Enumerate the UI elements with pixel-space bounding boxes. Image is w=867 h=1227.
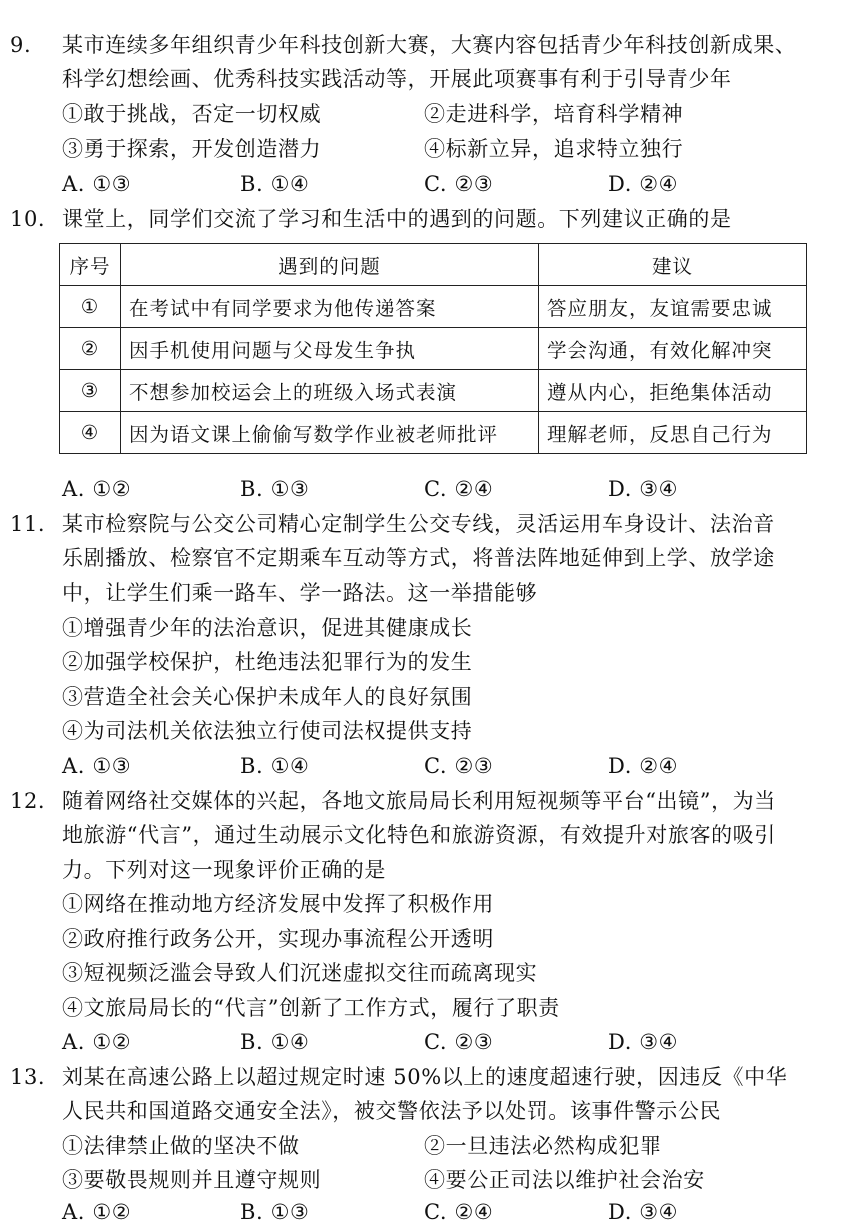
statement: ③营造全社会关心保护未成年人的良好氛围 <box>62 685 473 709</box>
option-a[interactable]: A. ①② <box>62 1200 132 1224</box>
statement: ①法律禁止做的坚决不做 <box>62 1134 300 1158</box>
q9-options <box>0 169 867 199</box>
statement: ③短视频泛滥会导致人们沉迷虚拟交往而疏离现实 <box>62 961 538 985</box>
question-number: 11. <box>10 512 46 536</box>
option-d[interactable]: D. ③④ <box>608 1200 679 1224</box>
q13-statements-row-2 <box>62 1165 822 1195</box>
q12-options <box>0 1027 867 1057</box>
problems-table <box>59 243 807 454</box>
option-a[interactable]: A. ①③ <box>62 754 132 778</box>
q9-stem-line-1: 9. 某市连续多年组织青少年科技创新大赛，大赛内容包括青少年科技创新成果、 <box>62 30 796 60</box>
option-a[interactable]: A. ①② <box>62 477 132 501</box>
row-problem: 因为语文课上偷偷写数学作业被老师批评 <box>121 412 539 454</box>
statement: ①增强青少年的法治意识，促进其健康成长 <box>62 616 473 640</box>
statement: ④文旅局局长的“代言”创新了工作方式，履行了职责 <box>62 996 560 1020</box>
statement: ②加强学校保护，杜绝违法犯罪行为的发生 <box>62 650 473 674</box>
statement: ③要敬畏规则并且遵守规则 <box>62 1168 322 1192</box>
q13-stem-line-1: 13. 刘某在高速公路上以超过规定时速 50%以上的速度超速行驶，因违反《中华 <box>62 1062 787 1092</box>
table-row <box>60 412 807 454</box>
option-d[interactable]: D. ③④ <box>608 1030 679 1054</box>
question-number: 9. <box>10 33 32 57</box>
q11-stem-line-3: 中，让学生们乘一路车、学一路法。这一举措能够 <box>62 581 538 605</box>
q11-options <box>0 751 867 781</box>
q12-stem-line-3: 力。下列对这一现象评价正确的是 <box>62 858 386 882</box>
table-row <box>60 286 807 328</box>
q11-stem-line-2: 乐剧播放、检察官不定期乘车互动等方式，将普法阵地延伸到上学、放学途 <box>62 546 775 570</box>
option-d[interactable]: D. ③④ <box>608 477 679 501</box>
option-d[interactable]: D. ②④ <box>608 172 679 196</box>
statement: ②走进科学，培育科学精神 <box>424 102 684 126</box>
option-b[interactable]: B. ①③ <box>240 1200 310 1224</box>
q12-stem-line-2: 地旅游“代言”，通过生动展示文化特色和旅游资源，有效提升对旅客的吸引 <box>62 823 776 847</box>
statement: ③勇于探索，开发创造潜力 <box>62 137 322 161</box>
row-index: ① <box>60 286 121 328</box>
table-header-row <box>60 244 807 286</box>
option-b[interactable]: B. ①④ <box>240 1030 310 1054</box>
q13-stem-line-2: 人民共和国道路交通安全法》，被交警依法予以处罚。该事件警示公民 <box>62 1099 722 1123</box>
q13-statements-row-1 <box>62 1131 822 1161</box>
header-suggestion: 建议 <box>539 244 807 286</box>
option-a[interactable]: A. ①③ <box>62 172 132 196</box>
statement: ④要公正司法以维护社会治安 <box>424 1168 705 1192</box>
row-index: ④ <box>60 412 121 454</box>
q9-stem-line-2: 科学幻想绘画、优秀科技实践活动等，开展此项赛事有利于引导青少年 <box>62 67 732 91</box>
question-number: 10. <box>10 207 46 231</box>
option-a[interactable]: A. ①② <box>62 1030 132 1054</box>
option-b[interactable]: B. ①③ <box>240 477 310 501</box>
q12-stem-line-1: 12. 随着网络社交媒体的兴起，各地文旅局局长利用短视频等平台“出镜”，为当 <box>62 786 776 816</box>
option-c[interactable]: C. ②④ <box>424 1200 494 1224</box>
statement: ②一旦违法必然构成犯罪 <box>424 1134 662 1158</box>
option-b[interactable]: B. ①④ <box>240 754 310 778</box>
header-problem: 遇到的问题 <box>121 244 539 286</box>
q13-options <box>0 1197 867 1227</box>
option-d[interactable]: D. ②④ <box>608 754 679 778</box>
row-suggestion: 理解老师，反思自己行为 <box>539 412 807 454</box>
row-suggestion: 学会沟通，有效化解冲突 <box>539 328 807 370</box>
option-c[interactable]: C. ②③ <box>424 1030 494 1054</box>
q10-stem-line-1: 10. 课堂上，同学们交流了学习和生活中的遇到的问题。下列建议正确的是 <box>62 204 732 234</box>
question-number: 13. <box>10 1065 46 1089</box>
statement: ②政府推行政务公开，实现办事流程公开透明 <box>62 927 494 951</box>
q10-options <box>0 474 867 504</box>
q9-statements-row-2 <box>62 134 822 164</box>
option-b[interactable]: B. ①④ <box>240 172 310 196</box>
option-c[interactable]: C. ②③ <box>424 754 494 778</box>
q11-stem-line-1: 11. 某市检察院与公交公司精心定制学生公交专线，灵活运用车身设计、法治音 <box>62 509 775 539</box>
header-index: 序号 <box>60 244 121 286</box>
statement: ④为司法机关依法独立行使司法权提供支持 <box>62 719 473 743</box>
q9-statements-row-1 <box>62 99 822 129</box>
row-problem: 不想参加校运会上的班级入场式表演 <box>121 370 539 412</box>
statement: ①敢于挑战，否定一切权威 <box>62 102 322 126</box>
row-suggestion: 答应朋友，友谊需要忠诚 <box>539 286 807 328</box>
question-number: 12. <box>10 789 46 813</box>
statement: ①网络在推动地方经济发展中发挥了积极作用 <box>62 892 494 916</box>
row-index: ② <box>60 328 121 370</box>
row-problem: 在考试中有同学要求为他传递答案 <box>121 286 539 328</box>
table-row <box>60 370 807 412</box>
row-index: ③ <box>60 370 121 412</box>
statement: ④标新立异，追求特立独行 <box>424 137 684 161</box>
option-c[interactable]: C. ②③ <box>424 172 494 196</box>
row-problem: 因手机使用问题与父母发生争执 <box>121 328 539 370</box>
option-c[interactable]: C. ②④ <box>424 477 494 501</box>
table-row <box>60 328 807 370</box>
row-suggestion: 遵从内心，拒绝集体活动 <box>539 370 807 412</box>
